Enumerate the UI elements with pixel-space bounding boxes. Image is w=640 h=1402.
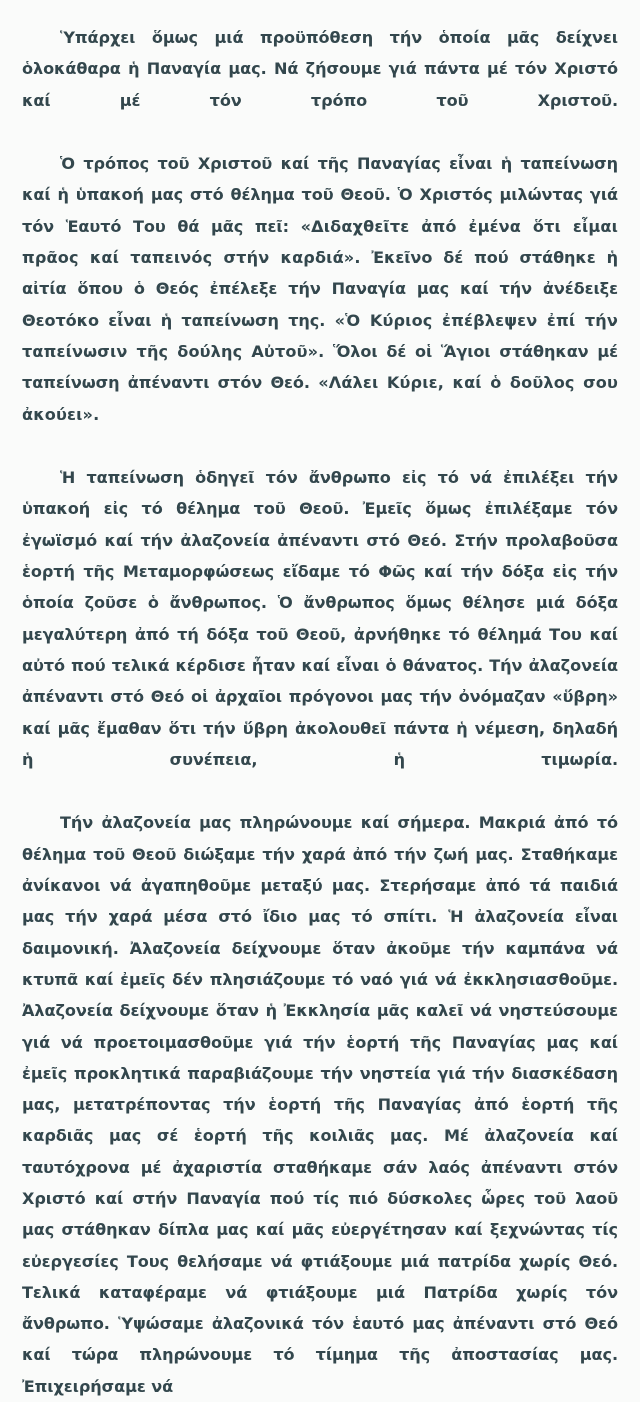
text-column (22, 22, 618, 1402)
paragraph-4: Τήν ἀλαζονεία μας πληρώνουμε καί σήμερα. Μακριά ἀπό τό θέλημα τοῦ Θεοῦ διώξαμε τήν χαρά ἀπό τήν ζωή μας. Σταθήκαμε ἀνίκανοι νά ἀγαπηθοῦμε μεταξύ μας. Στερήσαμε ἀπό τά παιδιά μας τήν χαρά μέσα στό ἴδιο μας τό σπίτι. Ἡ ἀλαζονεία εἶναι δαιμονική. Ἀλαζονεία δείχνουμε ὅταν ἀκοῦμε τήν καμπάνα νά κτυπᾶ καί ἐμεῖς δέν πλησιάζουμε τό ναό γιά νά ἐκκλησιασθοῦμε. Ἀλαζονεία δείχνουμε ὅταν ἡ Ἐκκλησία μᾶς καλεῖ νά νηστεύσουμε γιά νά προετοιμασθοῦμε γιά τήν ἑορτή τῆς Παναγίας μας καί ἐμεῖς προκλητικά παραβιάζουμε τήν νηστεία γιά τήν διασκέδαση μας, μετατρέποντας τήν ἑορτή τῆς Παναγίας ἀπό ἑορτή τῆς καρδιᾶς μας σέ ἑορτή τῆς κοιλιᾶς μας. Μέ ἀλαζονεία καί ταυτόχρονα μέ ἀχαριστία σταθήκαμε σάν λαός ἀπέναντι στόν Χριστό καί στήν Παναγία πού τίς πιό δύσκολες ὧρες τοῦ λαοῦ μας στάθηκαν δίπλα μας καί μᾶς εὐεργέτησαν καί ξεχνώντας τίς εὐεργεσίες Τους θελήσαμε νά φτιάξουμε μιά πατρίδα χωρίς Θεό. Τελικά καταφέραμε νά φτιάξουμε μιά Πατρίδα χωρίς τόν ἄνθρωπο. Ὑψώσαμε ἀλαζονικά τόν ἑαυτό μας ἀπέναντι στό Θεό καί τώρα πληρώνουμε τό τίμημα τῆς ἀποστασίας μας. Ἐπιχειρήσαμε νά (22, 813, 618, 1396)
paragraph-1: Ὑπάρχει ὅμως μιά προϋπόθεση τήν ὁποία μᾶς δείχνει ὁλοκάθαρα ἡ Παναγία μας. Νά ζήσουμε γιά πάντα μέ τόν Χριστό καί μέ τόν τρόπο τοῦ Χριστοῦ. (22, 28, 618, 110)
paragraph-2-segment-2: . Ἐκεῖνο δέ πού στάθηκε ἡ αἰτία ὅπου ὁ Θεός ἐπέλεξε τήν Παναγία μας καί τήν ἀνέδειξε Θεοτόκο εἶναι ἡ ταπείνωση της. (22, 248, 618, 330)
paragraph-2-segment-1: Ὁ τρόπος τοῦ Χριστοῦ καί τῆς Παναγίας εἶναι ἡ ταπείνωση καί ἡ ὑπακοή μας στό θέλημα τοῦ Θεοῦ. Ὁ Χριστός μιλώντας γιά τόν Ἑαυτό Του θά μᾶς πεῖ: (22, 154, 618, 236)
scripture-quote-2: «Ὁ Κύριος ἐπέβλεψεν ἐπί τήν ταπείνωσιν τῆς δούλης Αὐτοῦ» (22, 310, 618, 361)
paragraph-2-segment-3: . Ὅλοι δέ οἱ Ἅγιοι στάθηκαν μέ ταπείνωση ἀπέναντι στόν Θεό. (22, 341, 618, 393)
paragraph-3: Ἡ ταπείνωση ὁδηγεῖ τόν ἄνθρωπο εἰς τό νά ἐπιλέξει τήν ὑπακοή εἰς τό θέλημα τοῦ Θεοῦ. Ἐμεῖς ὅμως ἐπιλέξαμε τόν ἐγωϊσμό καί τήν ἀλαζονεία ἀπέναντι στό Θεό. Στήν προλαβοῦσα ἑορτή τῆς Μεταμορφώσεως εἴδαμε τό Φῶς καί τήν δόξα εἰς τήν ὁποία ζοῦσε ὁ ἄνθρωπος. Ὁ ἄνθρωπος ὅμως θέλησε μιά δόξα μεγαλύτερη ἀπό τή δόξα τοῦ Θεοῦ, ἀρνήθηκε τό θέλημά Του καί αὐτό πού τελικά κέρδισε ἦταν καί εἶναι ὁ θάνατος. Τήν ἀλαζονεία ἀπέναντι στό Θεό οἱ ἀρχαῖοι πρόγονοι μας τήν ὀνόμαζαν «ὕβρη» καί μᾶς ἔμαθαν ὅτι τήν ὕβρη ἀκολουθεῖ πάντα ἡ νέμεση, δηλαδή ἡ συνέπεια, ἡ τιμωρία. (22, 468, 618, 769)
paragraph-2-segment-4: . (93, 404, 100, 424)
scripture-quote-3: «Λάλει Κύριε, καί ὁ δοῦλος σου ἀκούει» (22, 373, 618, 424)
paragraph-2 (22, 148, 618, 461)
scripture-quote-1: «Διδαχθεῖτε ἀπό ἐμένα ὅτι εἶμαι πρᾶος καί ταπεινός στήν καρδιά» (22, 216, 618, 268)
